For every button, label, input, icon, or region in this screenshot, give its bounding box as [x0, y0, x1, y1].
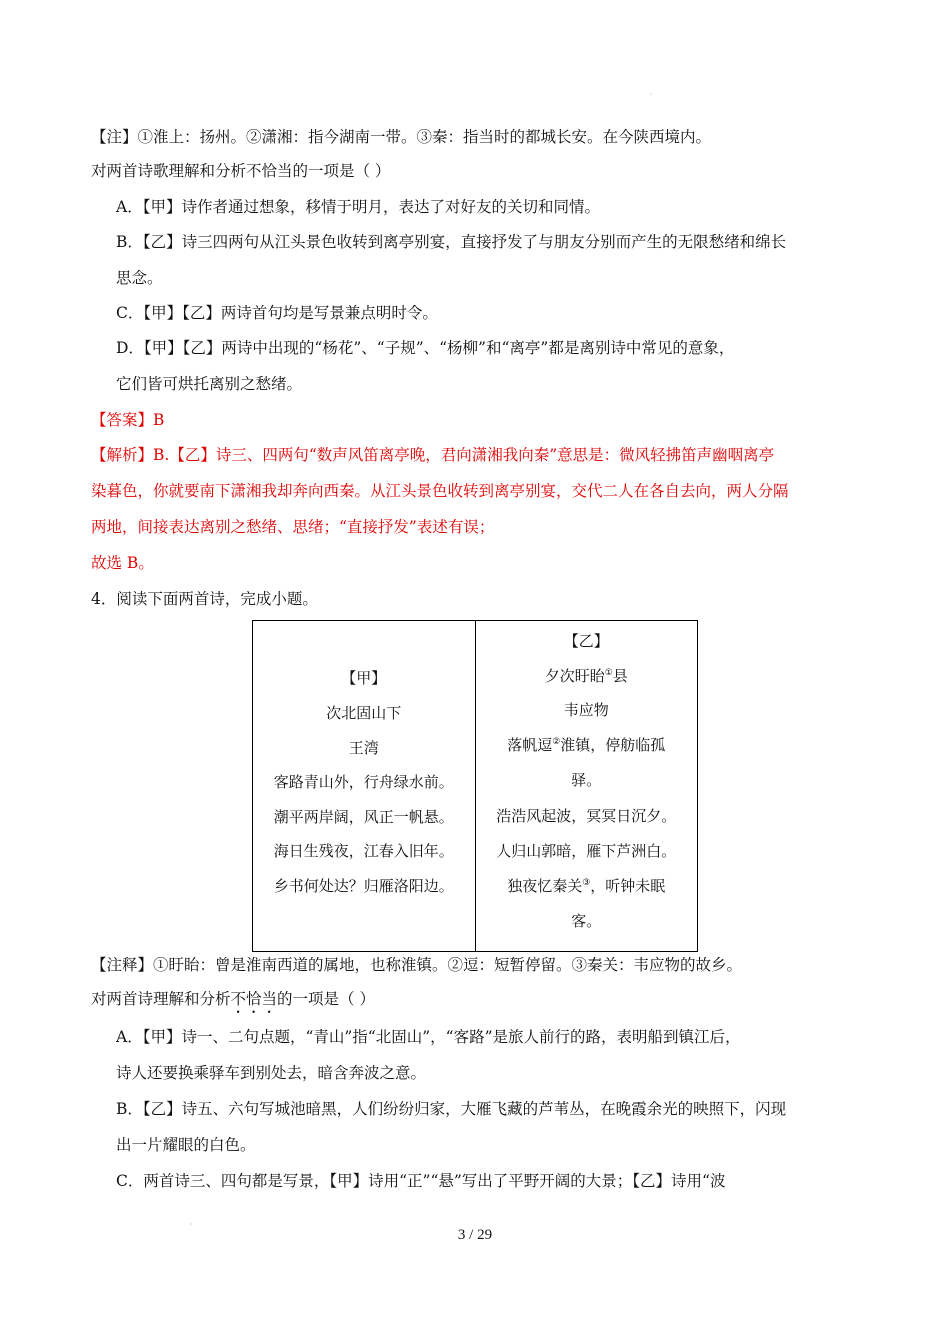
q4-option-b-line2: 出一片耀眼的白色。: [116, 1136, 256, 1154]
poem-jia-tag: 【甲】: [341, 669, 387, 687]
q4-option-c-line1: C．两首诗三、四句都是写景，【甲】诗用“正”“悬”写出了平野开阔的大景；【乙】诗用“波: [116, 1172, 726, 1190]
poem-yi-author: 韦应物: [563, 701, 609, 719]
q3-analysis-line3: 两地，间接表达离别之愁绪、思绪；“直接抒发”表述有误；: [91, 518, 495, 536]
poem-yi-line: 浩浩风起波，冥冥日沉夕。: [496, 807, 677, 825]
q4-stem: 对两首诗理解和分析不恰当的一项是（ ）: [91, 990, 375, 1008]
scan-speck: ': [650, 92, 653, 101]
q3-analysis-line2: 染暮色，你就要南下潇湘我却奔向西秦。从江头景色收转到离亭别宴，交代二人在各自去向，两人分隔: [91, 482, 789, 500]
poem-yi-line: 独夜忆秦关③，听钟未眠: [507, 877, 666, 895]
poem-yi-cell: [475, 621, 698, 952]
q4-note: 【注释】①盱眙：曾是淮南西道的属地，也称淮镇。②逗：短暂停留。③秦关：韦应物的故乡。: [91, 956, 743, 974]
q3-option-a: A．【甲】诗作者通过想象，移情于明月，表达了对好友的关切和同情。: [116, 198, 600, 216]
q3-note: 【注】①淮上：扬州。②潇湘：指今湖南一带。③秦：指当时的都城长安。在今陕西境内。: [91, 128, 712, 146]
poem-yi-tag: 【乙】: [563, 632, 609, 650]
q3-analysis-line1: 【解析】B.【乙】诗三、四两句“数声风笛离亭晚，君向潇湘我向秦”意思是：微风轻拂笛声幽咽离亭: [91, 446, 775, 464]
footnote-mark: ①: [604, 668, 613, 678]
poem-yi-line: 人归山郭暗，雁下芦洲白。: [496, 842, 677, 860]
q3-option-b-line2: 思念。: [116, 269, 163, 287]
q4-intro: 4．阅读下面两首诗，完成小题。: [91, 590, 318, 608]
poem-table: [252, 620, 698, 952]
emphasis-text: 不恰当: [230, 990, 278, 1008]
poem-yi-title: 夕次盱眙①县: [544, 667, 628, 685]
poem-jia-title: 次北固山下: [326, 704, 402, 722]
poem-jia-line: 客路青山外，行舟绿水前。: [273, 773, 454, 791]
poem-jia-line: 乡书何处达？归雁洛阳边。: [273, 877, 454, 895]
q3-option-b-line1: B．【乙】诗三四两句从江头景色收转到离亭别宴，直接抒发了与朋友分别而产生的无限愁绪和绵长: [116, 233, 787, 251]
page-number: 3 / 29: [457, 1227, 493, 1243]
q4-option-a-line2: 诗人还要换乘驿车到别处去，暗含奔波之意。: [116, 1064, 427, 1082]
q3-analysis-line4: 故选 B。: [91, 554, 154, 572]
q3-option-d-line1: D．【甲】【乙】两诗中出现的“杨花”、“子规”、“杨柳”和“离亭”都是离别诗中常见的意象，: [116, 339, 735, 357]
q3-option-c: C．【甲】【乙】两诗首句均是写景兼点明时令。: [116, 304, 438, 322]
q4-option-a-line1: A．【甲】诗一、二句点题，“青山”指“北固山”，“客路”是旅人前行的路，表明船到镇江后，: [116, 1028, 741, 1046]
poem-yi-line: 驿。: [571, 771, 602, 789]
scan-speck: ': [190, 1222, 193, 1231]
poem-yi-line: 客。: [571, 912, 602, 930]
poem-jia-author: 王湾: [348, 739, 379, 757]
q3-option-d-line2: 它们皆可烘托离别之愁绪。: [116, 375, 303, 393]
poem-jia-line: 潮平两岸阔，风正一帆悬。: [273, 808, 454, 826]
poem-jia-line: 海日生残夜，江春入旧年。: [273, 842, 454, 860]
q3-stem: 对两首诗歌理解和分析不恰当的一项是（ ）: [91, 162, 391, 180]
footnote-mark: ②: [552, 737, 561, 747]
poem-yi-line: 落帆逗②淮镇，停舫临孤: [507, 736, 666, 754]
footnote-mark: ③: [582, 878, 591, 888]
q4-option-b-line1: B．【乙】诗五、六句写城池暗黑，人们纷纷归家，大雁飞藏的芦苇丛，在晚霞余光的映照下，闪现: [116, 1100, 787, 1118]
poem-jia-cell: [253, 621, 476, 952]
q3-answer: 【答案】B: [91, 411, 165, 429]
